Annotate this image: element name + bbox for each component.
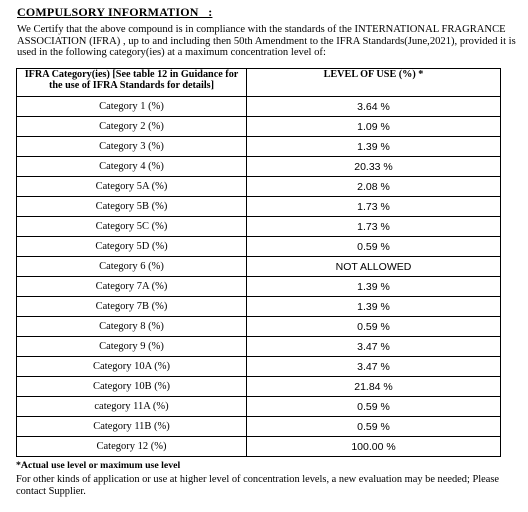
table-row (17, 97, 501, 117)
category-cell: category 11A (%) (17, 397, 247, 417)
header-level-of-use: LEVEL OF USE (%) * (247, 69, 501, 97)
level-of-use-cell: 1.39 % (247, 277, 501, 297)
category-cell: Category 8 (%) (17, 317, 247, 337)
category-cell: Category 12 (%) (17, 437, 247, 457)
table-row (17, 117, 501, 137)
level-of-use-cell: 1.09 % (247, 117, 501, 137)
level-of-use-cell: 20.33 % (247, 157, 501, 177)
category-cell: Category 5C (%) (17, 217, 247, 237)
category-cell: Category 11B (%) (17, 417, 247, 437)
level-of-use-cell: 0.59 % (247, 397, 501, 417)
level-of-use-cell: 3.47 % (247, 357, 501, 377)
level-of-use-cell: 2.08 % (247, 177, 501, 197)
level-of-use-cell: 1.39 % (247, 297, 501, 317)
level-of-use-cell: 21.84 % (247, 377, 501, 397)
table-body (17, 97, 501, 457)
level-of-use-cell: 0.59 % (247, 417, 501, 437)
ifra-category-table (16, 68, 501, 457)
level-of-use-cell: NOT ALLOWED (247, 257, 501, 277)
table-row (17, 337, 501, 357)
level-of-use-cell: 0.59 % (247, 237, 501, 257)
level-of-use-cell: 3.47 % (247, 337, 501, 357)
level-of-use-cell: 1.73 % (247, 197, 501, 217)
category-cell: Category 4 (%) (17, 157, 247, 177)
table-row (17, 137, 501, 157)
table-header-row (17, 69, 501, 97)
category-cell: Category 5A (%) (17, 177, 247, 197)
table-row (17, 397, 501, 417)
category-cell: Category 10B (%) (17, 377, 247, 397)
category-cell: Category 3 (%) (17, 137, 247, 157)
category-cell: Category 5D (%) (17, 237, 247, 257)
level-of-use-cell: 3.64 % (247, 97, 501, 117)
footer-note: For other kinds of application or use at higher level of concentration levels, a new evaluation may be needed; Please contact Supplier. (16, 474, 500, 497)
table-row (17, 197, 501, 217)
level-of-use-cell: 1.73 % (247, 217, 501, 237)
table-row (17, 357, 501, 377)
header-ifra-category: IFRA Category(ies) [See table 12 in Guidance for the use of IFRA Standards for details] (17, 69, 247, 97)
level-of-use-cell: 1.39 % (247, 137, 501, 157)
category-cell: Category 10A (%) (17, 357, 247, 377)
category-cell: Category 7A (%) (17, 277, 247, 297)
table-row (17, 157, 501, 177)
category-cell: Category 5B (%) (17, 197, 247, 217)
table-row (17, 377, 501, 397)
table-row (17, 417, 501, 437)
table-row (17, 277, 501, 297)
table-row (17, 177, 501, 197)
category-cell: Category 1 (%) (17, 97, 247, 117)
table-row (17, 297, 501, 317)
level-of-use-cell: 0.59 % (247, 317, 501, 337)
table-row (17, 317, 501, 337)
category-cell: Category 7B (%) (17, 297, 247, 317)
table-row (17, 257, 501, 277)
compulsory-information-heading: COMPULSORY INFORMATION : (17, 5, 213, 19)
compliance-statement: We Certify that the above compound is in compliance with the standards of the INTERNATIONAL FRAGRANCE ASSOCIATION (IFRA) , up to and including then 50th Amendment to the IFRA Standards(June,2021), provided it is used in the following category(ies) at a maximum concentration level of: (17, 24, 516, 58)
footnote: *Actual use level or maximum use level (16, 460, 181, 471)
level-of-use-cell: 100.00 % (247, 437, 501, 457)
category-cell: Category 6 (%) (17, 257, 247, 277)
table-row (17, 217, 501, 237)
category-cell: Category 9 (%) (17, 337, 247, 357)
category-cell: Category 2 (%) (17, 117, 247, 137)
table-row (17, 437, 501, 457)
table-row (17, 237, 501, 257)
